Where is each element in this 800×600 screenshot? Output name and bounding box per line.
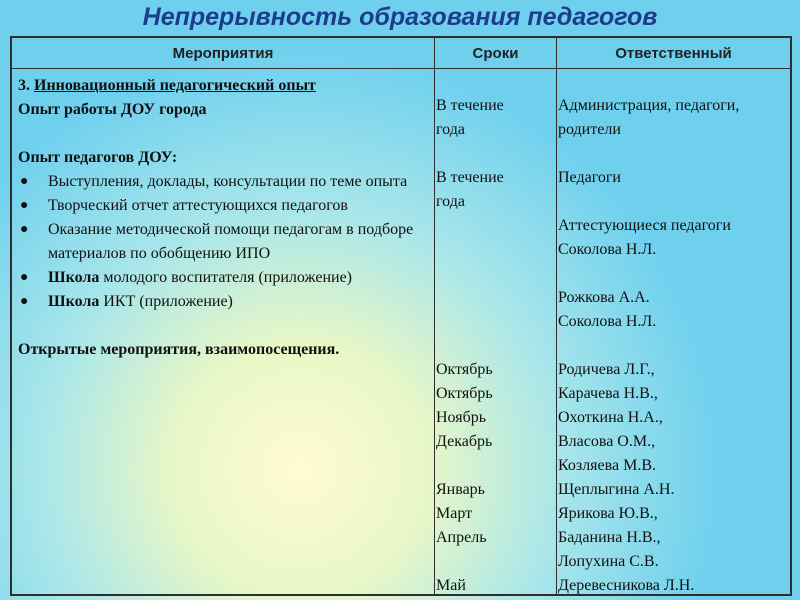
col2-line: Ноябрь — [436, 409, 487, 426]
col2-line — [436, 550, 554, 574]
dates-cell — [436, 94, 554, 598]
col3-line: Баданина Н.В., — [558, 529, 661, 546]
schedule-table — [10, 36, 792, 596]
col3-line: Ярикова Ю.В., — [558, 505, 658, 522]
header-events: Мероприятия — [172, 45, 274, 62]
bullet-icon: ● — [20, 294, 29, 309]
col2-line: В течение — [436, 97, 504, 114]
col2-line: Октябрь — [436, 385, 493, 402]
col2-line — [436, 334, 554, 358]
col2-line — [436, 310, 554, 334]
open-events: Открытые мероприятия, взаимопосещения. — [18, 341, 340, 358]
bullet-icon: ● — [20, 174, 29, 189]
col3-line: Лопухина С.В. — [558, 553, 659, 570]
column-divider — [434, 38, 435, 594]
col3-line: Рожкова А.А. — [558, 289, 650, 306]
col3-line: Охоткина Н.А., — [558, 409, 663, 426]
col2-line: Декабрь — [436, 433, 493, 450]
header-dates: Сроки — [472, 45, 519, 62]
col2-line: Январь — [436, 481, 485, 498]
col2-line — [436, 214, 554, 238]
col2-line: Октябрь — [436, 361, 493, 378]
col2-line — [436, 286, 554, 310]
bullet-icon: ● — [20, 222, 29, 237]
col3-line: родители — [558, 121, 621, 138]
col3-line: Козляева М.В. — [558, 457, 656, 474]
col3-line: Соколова Н.Л. — [558, 241, 657, 258]
col2-line: В течение — [436, 169, 504, 186]
list-item: ● Оказание методической помощи педагогам в подборе материалов по обобщению ИПО — [18, 218, 432, 266]
page-title: Непрерывность образования педагогов — [142, 3, 658, 31]
col3-line: Карачева Н.В., — [558, 385, 658, 402]
col3-line: Соколова Н.Л. — [558, 313, 657, 330]
activities-list — [18, 170, 432, 314]
section-title: Инновационный педагогический опыт — [34, 77, 316, 94]
col2-line — [436, 262, 554, 286]
header-responsible: Ответственный — [615, 45, 732, 62]
list-item: ● Школа ИКТ (приложение) — [18, 290, 432, 314]
col2-line — [436, 142, 554, 166]
dou-teachers-experience: Опыт педагогов ДОУ: — [18, 149, 178, 166]
col2-line: Март — [436, 505, 473, 522]
events-cell — [18, 74, 432, 362]
bullet-icon: ● — [20, 198, 29, 213]
col3-line: Деревесникова Л.Н. — [558, 577, 695, 594]
col3-line: Педагоги — [558, 169, 621, 186]
col2-line — [436, 238, 554, 262]
col3-line: Власова О.М., — [558, 433, 656, 450]
col3-line: Администрация, педагоги, — [558, 97, 740, 114]
list-item: ● Школа молодого воспитателя (приложение) — [18, 266, 432, 290]
col2-line: Май — [436, 577, 466, 594]
col3-line — [558, 142, 788, 166]
col3-line: Щеплыгина А.Н. — [558, 481, 675, 498]
col3-line: Родичева Л.Г., — [558, 361, 655, 378]
column-divider — [556, 38, 557, 594]
section-number: 3. — [18, 77, 30, 94]
col2-line — [436, 454, 554, 478]
bullet-icon: ● — [20, 270, 29, 285]
section-heading — [18, 74, 432, 98]
col2-line: года — [436, 193, 465, 210]
col2-line: года — [436, 121, 465, 138]
dou-city-experience: Опыт работы ДОУ города — [18, 101, 207, 118]
list-item: ● Творческий отчет аттестующихся педагогов — [18, 194, 432, 218]
col3-line: Аттестующиеся педагоги — [558, 217, 731, 234]
col3-line — [558, 262, 788, 286]
col3-line — [558, 334, 788, 358]
responsible-cell — [558, 94, 788, 598]
col3-line — [558, 190, 788, 214]
list-item: ● Выступления, доклады, консультации по теме опыта — [18, 170, 432, 194]
col2-line: Апрель — [436, 529, 487, 546]
